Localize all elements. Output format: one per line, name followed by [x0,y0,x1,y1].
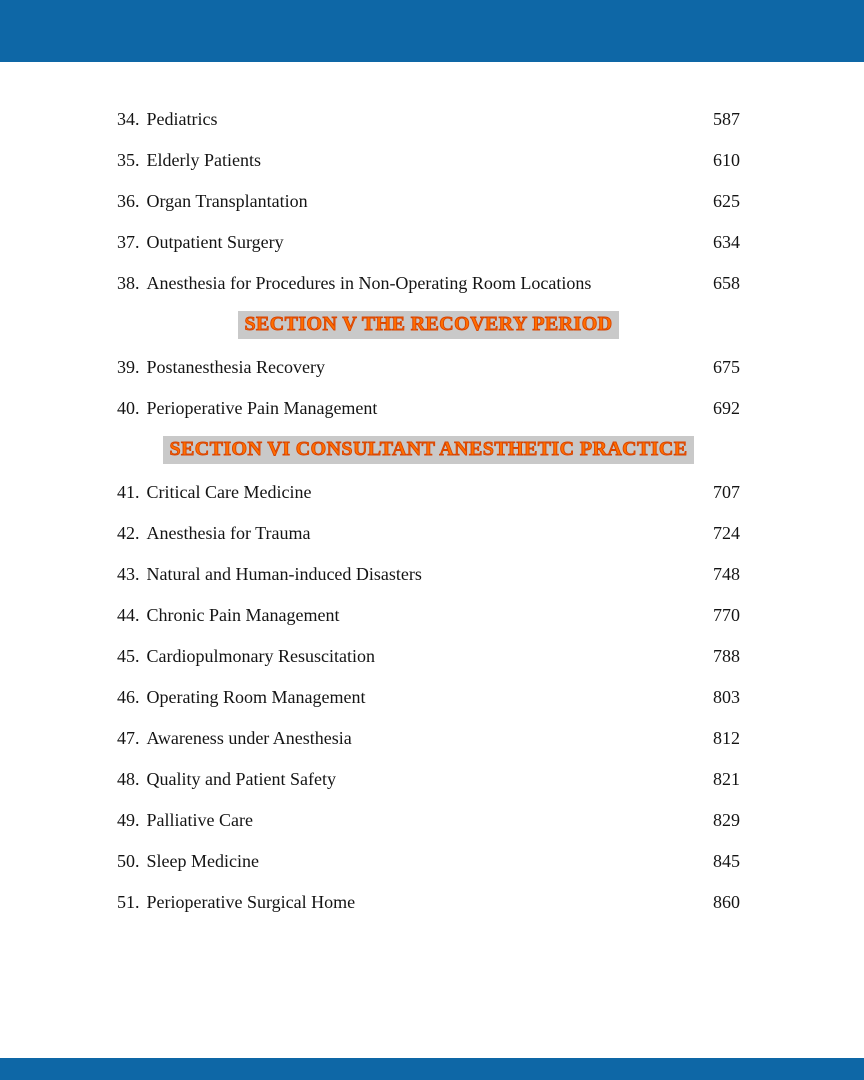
toc-entry-text [117,524,310,542]
toc-entry-text [117,606,339,624]
chapter-title: Postanesthesia Recovery [146,356,325,377]
toc-entry-text [117,110,217,128]
chapter-title: Anesthesia for Procedures in Non-Operating Room Locations [146,272,592,293]
toc-entry-row [117,717,740,758]
chapter-number: 43. [117,563,140,584]
toc-entry-row [117,139,740,180]
toc-entry-row [117,799,740,840]
toc-entry-row [117,180,740,221]
toc-entry-row [117,553,740,594]
chapter-number: 45. [117,645,140,666]
chapter-number: 34. [117,108,140,129]
page-number: 860 [713,891,740,912]
chapter-number: 42. [117,522,140,543]
toc-entry-text [117,852,259,870]
page-number: 625 [713,190,740,211]
page-number: 829 [713,809,740,830]
toc-entry-row [117,840,740,881]
toc-entry-text [117,565,422,583]
toc-entry-text [117,770,336,788]
chapter-title: Sleep Medicine [146,850,259,871]
section-heading-row [117,428,740,471]
toc-entry-text [117,399,377,417]
chapter-title: Operating Room Management [146,686,366,707]
page-number: 707 [713,481,740,502]
page-number: 692 [713,397,740,418]
chapter-title: Palliative Care [146,809,253,830]
chapter-number: 51. [117,891,140,912]
chapter-number: 37. [117,231,140,252]
chapter-title: Quality and Patient Safety [146,768,336,789]
section-heading: SECTION V THE RECOVERY PERIOD [238,311,618,339]
page-number: 610 [713,149,740,170]
chapter-number: 35. [117,149,140,170]
chapter-title: Critical Care Medicine [146,481,312,502]
page-number: 675 [713,356,740,377]
chapter-number: 39. [117,356,140,377]
toc-entry-row [117,635,740,676]
chapter-number: 38. [117,272,140,293]
chapter-number: 41. [117,481,140,502]
chapter-number: 50. [117,850,140,871]
chapter-title: Natural and Human-induced Disasters [146,563,422,584]
toc-entry-text [117,811,253,829]
toc-entry-text [117,729,352,747]
toc-entry-row [117,676,740,717]
page-number: 748 [713,563,740,584]
page-number: 788 [713,645,740,666]
page-number: 812 [713,727,740,748]
toc-entry-row [117,221,740,262]
chapter-title: Cardiopulmonary Resuscitation [146,645,375,666]
toc-entry-text [117,688,365,706]
page-number: 803 [713,686,740,707]
page-number: 724 [713,522,740,543]
chapter-title: Anesthesia for Trauma [146,522,311,543]
page-number: 770 [713,604,740,625]
page-number: 845 [713,850,740,871]
toc-entry-row [117,758,740,799]
toc-entry-text [117,192,308,210]
page-number: 634 [713,231,740,252]
chapter-title: Perioperative Surgical Home [146,891,356,912]
chapter-title: Pediatrics [146,108,218,129]
chapter-number: 40. [117,397,140,418]
toc-entry-row [117,594,740,635]
toc-entry-row [117,881,740,922]
chapter-number: 36. [117,190,140,211]
section-heading-row [117,303,740,346]
page-number: 821 [713,768,740,789]
page-number: 658 [713,272,740,293]
chapter-title: Chronic Pain Management [146,604,340,625]
toc-entry-text [117,893,355,911]
chapter-title: Organ Transplantation [146,190,308,211]
toc-entry-row [117,512,740,553]
chapter-title: Elderly Patients [146,149,261,170]
chapter-title: Perioperative Pain Management [146,397,378,418]
chapter-number: 48. [117,768,140,789]
chapter-number: 44. [117,604,140,625]
toc-entry-text [117,151,261,169]
section-heading: SECTION VI CONSULTANT ANESTHETIC PRACTICE [163,436,693,464]
toc-entry-text [117,233,284,251]
top-border-bar [0,0,864,62]
chapter-number: 49. [117,809,140,830]
toc-entry-row [117,387,740,428]
toc-entry-row [117,98,740,139]
page-number: 587 [713,108,740,129]
toc-entry-row [117,346,740,387]
table-of-contents [117,98,740,922]
toc-entry-text [117,358,325,376]
toc-entry-text [117,483,311,501]
chapter-title: Outpatient Surgery [146,231,284,252]
chapter-title: Awareness under Anesthesia [146,727,352,748]
toc-entry-row [117,471,740,512]
toc-entry-text [117,647,375,665]
toc-entry-text [117,274,591,292]
chapter-number: 47. [117,727,140,748]
bottom-border-bar [0,1058,864,1080]
toc-entry-row [117,262,740,303]
chapter-number: 46. [117,686,140,707]
